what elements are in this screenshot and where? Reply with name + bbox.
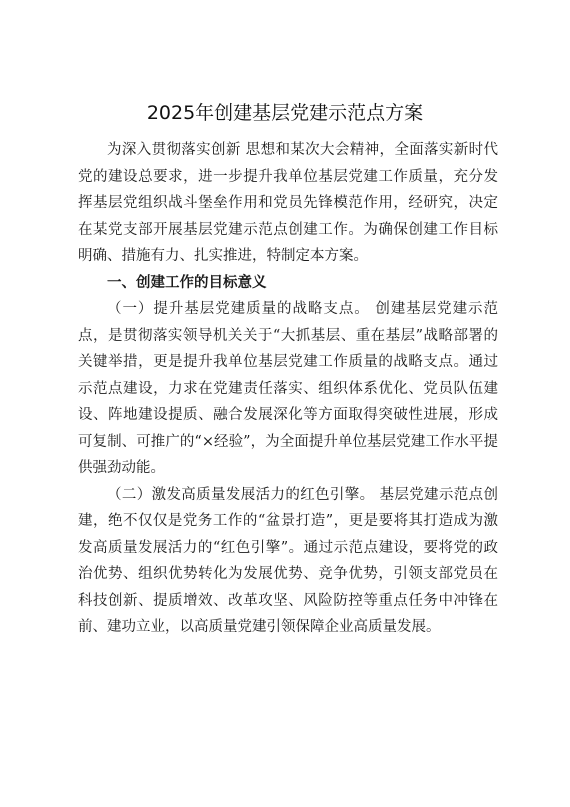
document-body: [78, 137, 498, 641]
intro-paragraph: 为深入贯彻落实创新 思想和某次大会精神，全面落实新时代党的建设总要求，进一步提升我单位基层党建工作质量，充分发挥基层党组织战斗堡垒作用和党员先锋模范作用，经研究，决定在某党支部开展基层党建示范点创建工作。为确保创建工作目标明确、措施有力、扎实推进，特制定本方案。: [78, 142, 498, 264]
paragraph-2-heading: （二）激发高质量发展活力的红色引擎。: [107, 486, 375, 503]
paragraph-1-text: 创建基层党建示范点，是贯彻落实领导机关关于“大抓基层、重在基层”战略部署的关键举措，更是提升我单位基层党建工作质量的战略支点。通过示范点建设，力求在党建责任落实、组织体系优化、党员队伍建设、阵地建设提质、融合发展深化等方面取得突破性进展，形成可复制、可推广的“×经验”，为全面提升单位基层党建工作水平提供强劲动能。: [78, 301, 499, 476]
paragraph-1-heading: （一）提升基层党建质量的战略支点。: [107, 301, 370, 317]
paragraph-2: [78, 482, 498, 641]
paragraph-2-text: 基层党建示范点创建，绝不仅仅是党务工作的“盆景打造”，更是要将其打造成为激发高质量发展活力的“红色引擎”。通过示范点建设，要将党的政治优势、组织优势转化为发展优势、竞争优势，引领支部党员在科技创新、提质增效、改革攻坚、风险防控等重点任务中冲锋在前、建功立业，以高质量党建引领保障企业高质量发展。: [78, 486, 498, 635]
document-title: 2025年创建基层党建示范点方案: [146, 102, 424, 124]
paragraph-1: [78, 296, 498, 482]
section-heading: 一、创建工作的目标意义: [107, 274, 267, 291]
